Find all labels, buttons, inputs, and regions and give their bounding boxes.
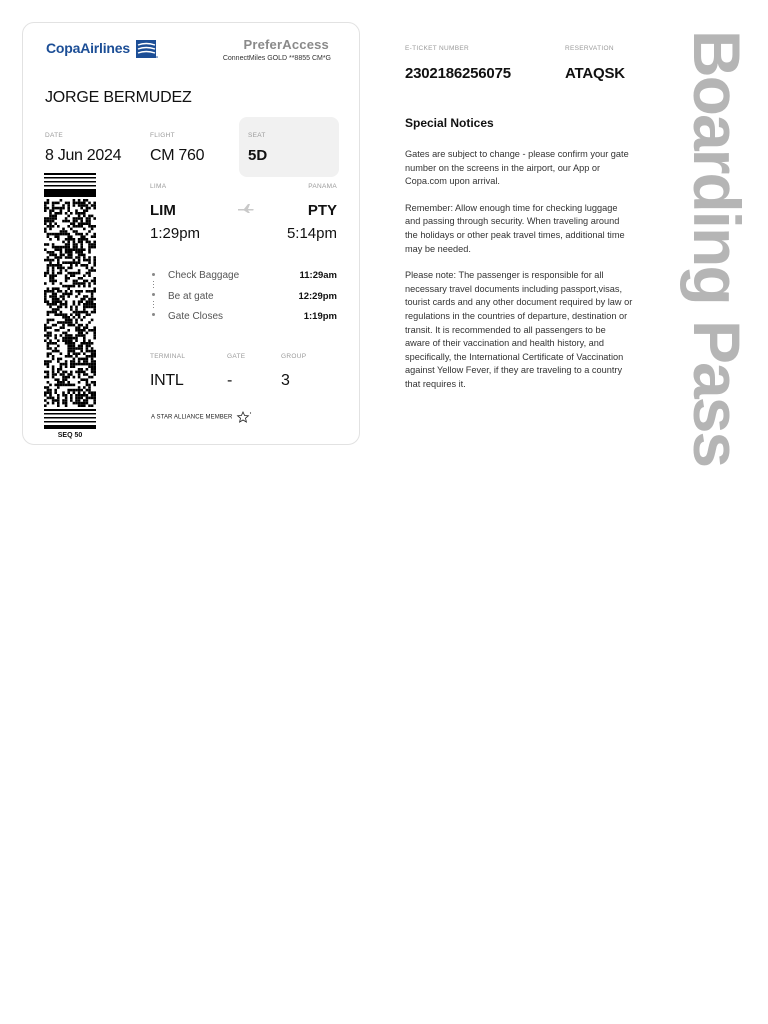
gate-label: GATE (227, 353, 246, 360)
flight-number: CM 760 (150, 147, 205, 164)
origin-city: LIMA (150, 183, 167, 190)
eticket-label: E-TICKET NUMBER (405, 45, 469, 52)
timeline-label: Be at gate (168, 291, 214, 302)
gate-value: - (227, 372, 233, 389)
sequence-number: SEQ 50 (57, 432, 83, 439)
arrival-time: 5:14pm (286, 225, 337, 242)
star-alliance-icon (236, 411, 252, 423)
reservation-code: ATAQSK (565, 65, 625, 82)
boarding-pass-heading-text: Boarding Pass (680, 30, 754, 467)
boarding-pass-heading (680, 30, 754, 512)
timeline-dot-icon (152, 273, 155, 276)
timeline-time: 11:29am (299, 270, 337, 281)
timeline-time: 12:29pm (298, 291, 337, 302)
terminal-label: TERMINAL (150, 353, 186, 360)
date-label: DATE (45, 132, 64, 139)
notice-paragraph: Remember: Allow enough time for checking luggage and passing through security. When traveling around the holidays or other peak travel times, additional time may be needed. (405, 202, 625, 254)
flight-label: FLIGHT (150, 132, 175, 139)
member-tier: ConnectMiles GOLD **8855 CM*G (222, 55, 331, 62)
copa-logo-icon (136, 40, 158, 58)
flight-date: 8 Jun 2024 (45, 147, 122, 164)
seat-number: 5D (248, 147, 268, 164)
prefer-access-label: PreferAccess (243, 37, 329, 52)
destination-city: PANAMA (308, 183, 337, 190)
notice-paragraph: Gates are subject to change - please confirm your gate number on the screens in the airport, our App or Copa.com upon arrival. (405, 149, 629, 187)
eticket-number: 2302186256075 (405, 65, 511, 82)
boarding-pass-card (22, 22, 360, 445)
timeline-label: Gate Closes (168, 311, 224, 322)
barcode (44, 173, 96, 429)
group-label: GROUP (281, 353, 307, 360)
notice-paragraph: Please note: The passenger is responsible for all necessary travel documents including passport,visas, tourist cards and any other document required by law or regulations in the countries of departure, destination or transit. It is recommended to all passengers to be aware of their vaccination and health history, and specifically, the International Certificate of Vaccination against Yellow Fever, if they are traveling to a country that requires it. (405, 270, 633, 389)
timeline-time: 1:19pm (303, 311, 337, 322)
star-alliance (151, 411, 252, 423)
copa-airlines-logo (46, 40, 158, 58)
timeline-label: Check Baggage (168, 270, 240, 281)
origin-code: LIM (150, 202, 176, 219)
seat-label: SEAT (248, 132, 266, 139)
reservation-label: RESERVATION (565, 45, 614, 52)
special-notices-title: Special Notices (405, 116, 494, 130)
plane-icon (237, 203, 255, 213)
group-value: 3 (281, 372, 290, 389)
departure-time: 1:29pm (150, 225, 201, 242)
star-alliance-text: A STAR ALLIANCE MEMBER (151, 414, 233, 421)
passenger-name: JORGE BERMUDEZ (45, 89, 192, 106)
terminal-value: INTL (150, 372, 184, 389)
destination-code: PTY (307, 202, 337, 219)
airline-name: CopaAirlines (46, 40, 130, 56)
timeline-dot-icon (152, 313, 155, 316)
timeline-dot-icon (152, 293, 155, 296)
